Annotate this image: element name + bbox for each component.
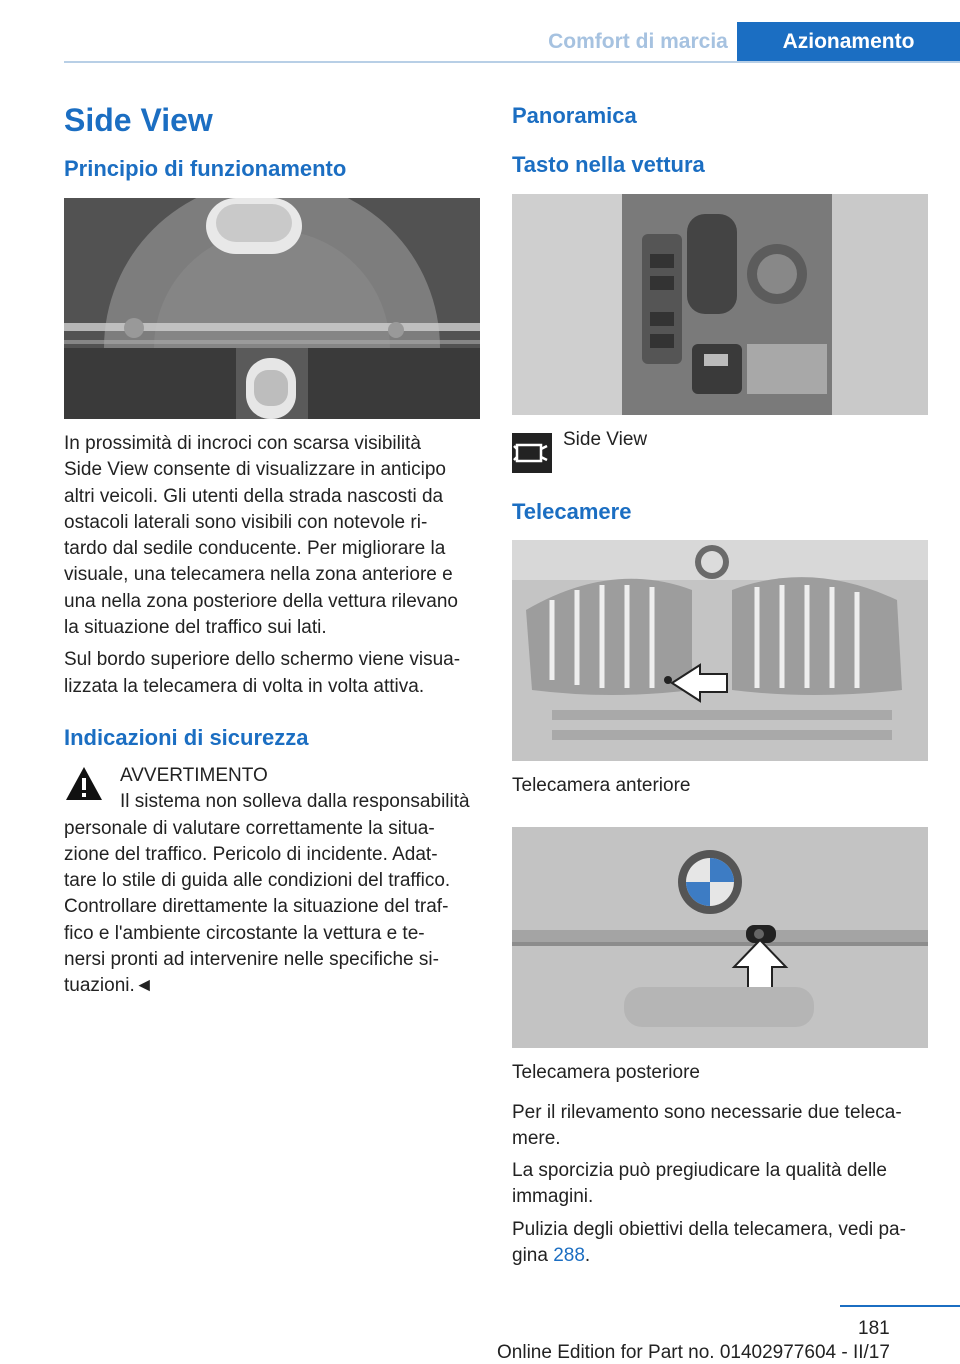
heading-safety: Indicazioni di sicurezza: [64, 724, 309, 750]
intro-line: ostacoli laterali sono visibili con notevole ri‐: [64, 511, 428, 533]
header-chapter-tab[interactable]: Azionamento: [737, 22, 960, 61]
display-line: Sul bordo superiore dello schermo viene visua‐: [64, 649, 461, 671]
warning-line: Controllare direttamente la situazione del traf‐: [64, 896, 449, 918]
heading-cameras: Telecamere: [512, 499, 632, 524]
warning-line: personale di valutare correttamente la situa‐: [64, 817, 435, 839]
heading-overview: Panoramica: [512, 103, 637, 128]
warning-line: zione del traffico. Pericolo di incidente. Adat‐: [64, 843, 438, 865]
dirt-paragraph: [512, 1158, 928, 1211]
body-text: .: [584, 1245, 591, 1267]
cleaning-paragraph: [512, 1217, 928, 1270]
body-text: gina: [512, 1245, 554, 1267]
page-number: 181: [858, 1318, 890, 1339]
footer-rule: [840, 1305, 960, 1307]
warning-line: tare lo stile di guida alle condizioni del traffico.: [64, 870, 451, 892]
caption-front-camera: Telecamera anteriore: [512, 775, 691, 796]
warning-line: Il sistema non solleva dalla responsabilità: [120, 791, 470, 813]
side-view-button-icon[interactable]: [512, 433, 552, 473]
body-line: [512, 1243, 928, 1269]
cameras-required-paragraph: [512, 1100, 928, 1153]
side-view-button-row: [512, 429, 928, 471]
front-camera-illustration: [512, 540, 928, 761]
intro-line: visuale, una telecamera nella zona anteriore e: [64, 564, 453, 586]
body-line: Pulizia degli obiettivi della telecamera, vedi pa‐: [512, 1218, 906, 1240]
heading-principle: Principio di funzionamento: [64, 156, 347, 181]
warning-label: AVVERTIMENTO: [120, 764, 268, 786]
body-line: La sporcizia può pregiudicare la qualità delle: [512, 1160, 887, 1182]
side-view-illustration: [64, 198, 480, 419]
page-title: Side View: [64, 102, 213, 138]
rear-camera-illustration: [512, 827, 928, 1048]
caption-rear-camera: Telecamera posteriore: [512, 1062, 700, 1084]
body-line: immagini.: [512, 1186, 594, 1208]
header-section-tab[interactable]: Comfort di marcia: [548, 30, 728, 53]
warning-block: [64, 763, 480, 1000]
intro-line: Side View consente di visualizzare in anticipo: [64, 459, 446, 481]
intro-line: una nella zona posteriore della vettura rilevano: [64, 590, 458, 612]
center-console-illustration: [512, 194, 928, 415]
right-column: [512, 100, 928, 1269]
side-view-button-label: Side View: [563, 429, 648, 450]
header-rule: [64, 61, 960, 63]
intro-line: la situazione del traffico sui lati.: [64, 617, 327, 639]
intro-line: In prossimità di incroci con scarsa visibilità: [64, 433, 421, 454]
warning-line: nersi pronti ad intervenire nelle specifiche si‐: [64, 949, 439, 971]
intro-line: tardo dal sedile conducente. Per migliorare la: [64, 538, 446, 560]
display-line: lizzata la telecamera di volta in volta attiva.: [64, 675, 425, 697]
body-line: mere.: [512, 1127, 561, 1149]
left-column: [64, 100, 480, 1000]
warning-triangle-icon: [64, 765, 104, 803]
display-paragraph: [64, 647, 480, 700]
warning-line: fico e l'ambiente circostante la vettura e te‐: [64, 922, 425, 944]
intro-paragraph: [64, 431, 480, 641]
intro-line: altri veicoli. Gli utenti della strada nascosti da: [64, 485, 444, 507]
footer-edition: Online Edition for Part no. 01402977604 - II/17: [497, 1342, 890, 1363]
heading-button-in-car: Tasto nella vettura: [512, 152, 705, 177]
body-line: Per il rilevamento sono necessarie due teleca‐: [512, 1101, 902, 1123]
warning-line: tuazioni.◄: [64, 975, 154, 997]
page-reference-link[interactable]: 288: [553, 1245, 585, 1267]
